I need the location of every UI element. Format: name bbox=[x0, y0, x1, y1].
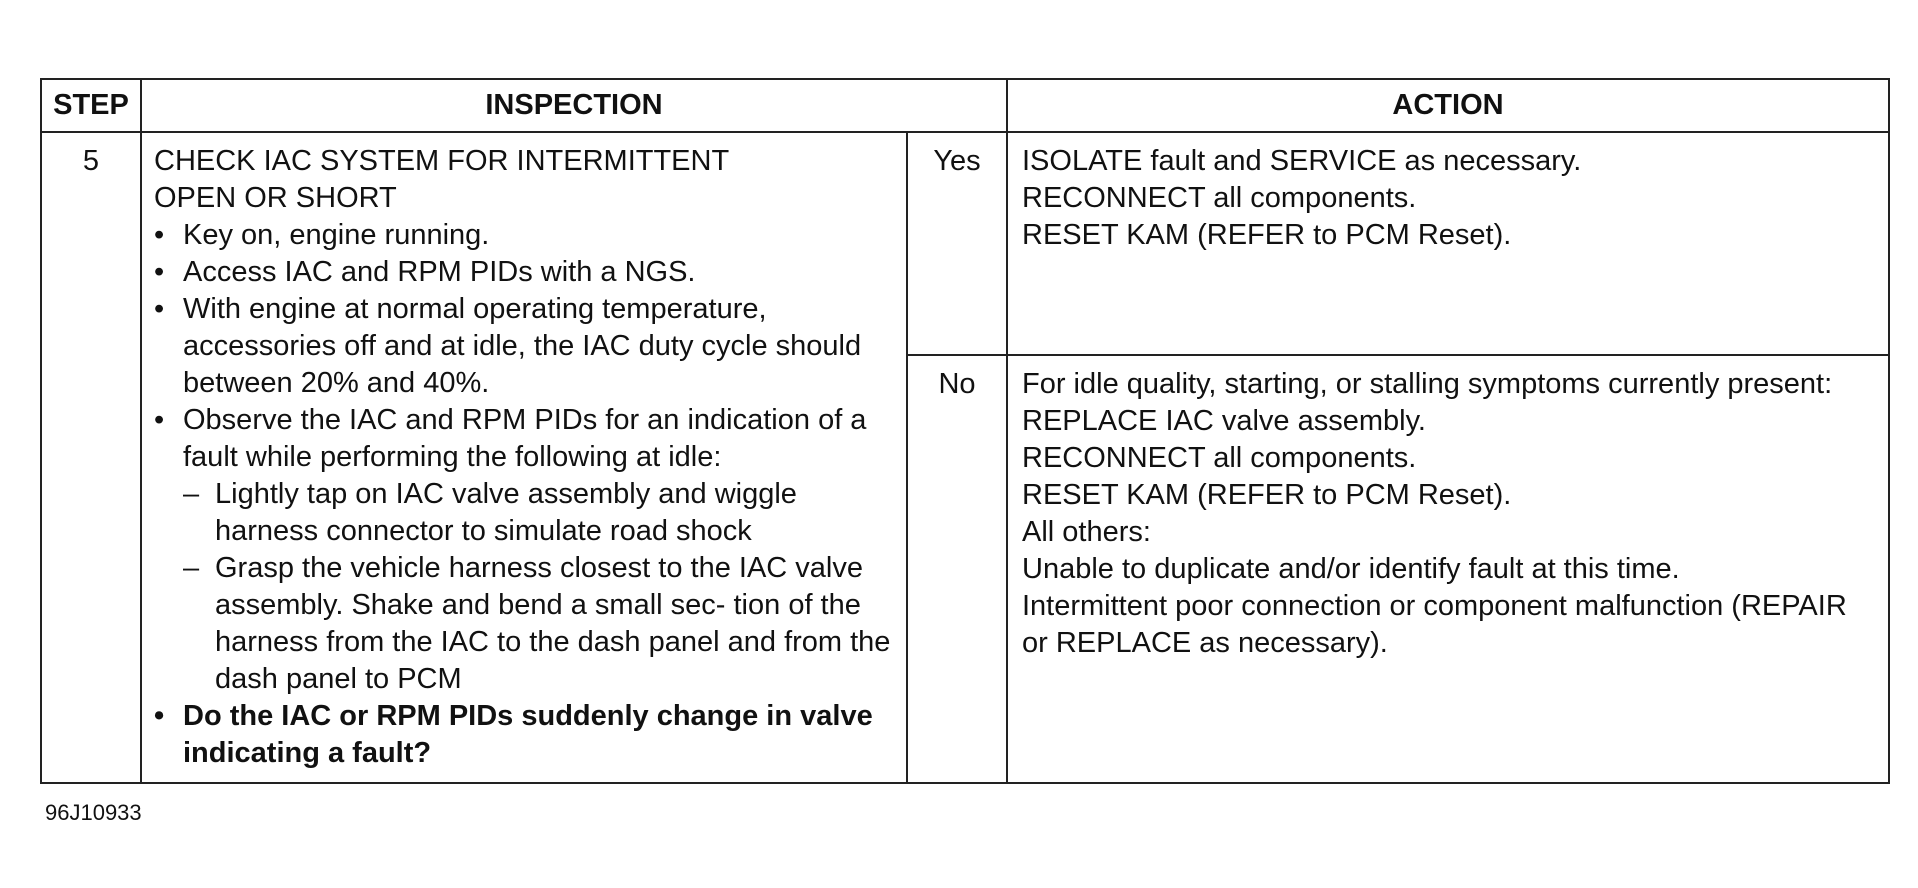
action-line: RECONNECT all components. bbox=[1022, 442, 1417, 474]
action-line: RESET KAM (REFER to PCM Reset). bbox=[1022, 479, 1512, 511]
inspection-bullet: • Observe the IAC and RPM PIDs for an indication of a fault while performing the following at idle: bbox=[154, 402, 896, 476]
inspection-bullet: • Key on, engine running. bbox=[154, 217, 896, 254]
action-line: RECONNECT all components. bbox=[1022, 182, 1417, 214]
bullet-glyph: • bbox=[154, 256, 165, 288]
step-row-yes bbox=[41, 132, 1889, 355]
step-number: 5 bbox=[41, 132, 141, 783]
no-label: No bbox=[907, 355, 1007, 783]
bullet-glyph: • bbox=[154, 404, 165, 436]
action-line: Intermittent poor connection or component malfunction (REPAIR or REPLACE as necessary). bbox=[1022, 590, 1847, 659]
bullet-glyph: • bbox=[154, 700, 165, 732]
no-action-cell bbox=[1007, 355, 1889, 783]
dash-glyph: – bbox=[183, 552, 200, 584]
inspection-sub-item: – Grasp the vehicle harness closest to the IAC valve assembly. Shake and bend a small sec- tion of the harness from the IAC to the dash panel and from the dash panel to PCM bbox=[154, 550, 896, 698]
inspection-bullet: • With engine at normal operating temperature, accessories off and at idle, the IAC duty cycle should between 20% and 40%. bbox=[154, 291, 896, 402]
header-step: STEP bbox=[41, 79, 141, 132]
header-row bbox=[41, 79, 1889, 132]
diagnostic-table bbox=[40, 78, 1890, 784]
yes-label: Yes bbox=[907, 132, 1007, 355]
inspection-sub-item: – Lightly tap on IAC valve assembly and wiggle harness connector to simulate road shock bbox=[154, 476, 896, 550]
figure-id: 96J10933 bbox=[45, 800, 142, 825]
bullet-glyph: • bbox=[154, 293, 165, 325]
inspection-title-line: OPEN OR SHORT bbox=[154, 182, 397, 214]
yes-action-cell bbox=[1007, 132, 1889, 355]
action-line: REPLACE IAC valve assembly. bbox=[1022, 405, 1426, 437]
action-line: ISOLATE fault and SERVICE as necessary. bbox=[1022, 145, 1582, 177]
header-action: ACTION bbox=[1007, 79, 1889, 132]
action-line: All others: bbox=[1022, 516, 1151, 548]
action-line: For idle quality, starting, or stalling symptoms currently present: bbox=[1022, 368, 1833, 400]
bullet-glyph: • bbox=[154, 219, 165, 251]
action-line: RESET KAM (REFER to PCM Reset). bbox=[1022, 219, 1512, 251]
action-line: Unable to duplicate and/or identify fault at this time. bbox=[1022, 553, 1680, 585]
inspection-question: • Do the IAC or RPM PIDs suddenly change in valve indicating a fault? bbox=[154, 698, 896, 772]
header-inspection: INSPECTION bbox=[141, 79, 1007, 132]
inspection-bullet: • Access IAC and RPM PIDs with a NGS. bbox=[154, 254, 896, 291]
inspection-cell bbox=[141, 132, 907, 783]
inspection-title-line: CHECK IAC SYSTEM FOR INTERMITTENT bbox=[154, 145, 730, 177]
dash-glyph: – bbox=[183, 478, 200, 510]
